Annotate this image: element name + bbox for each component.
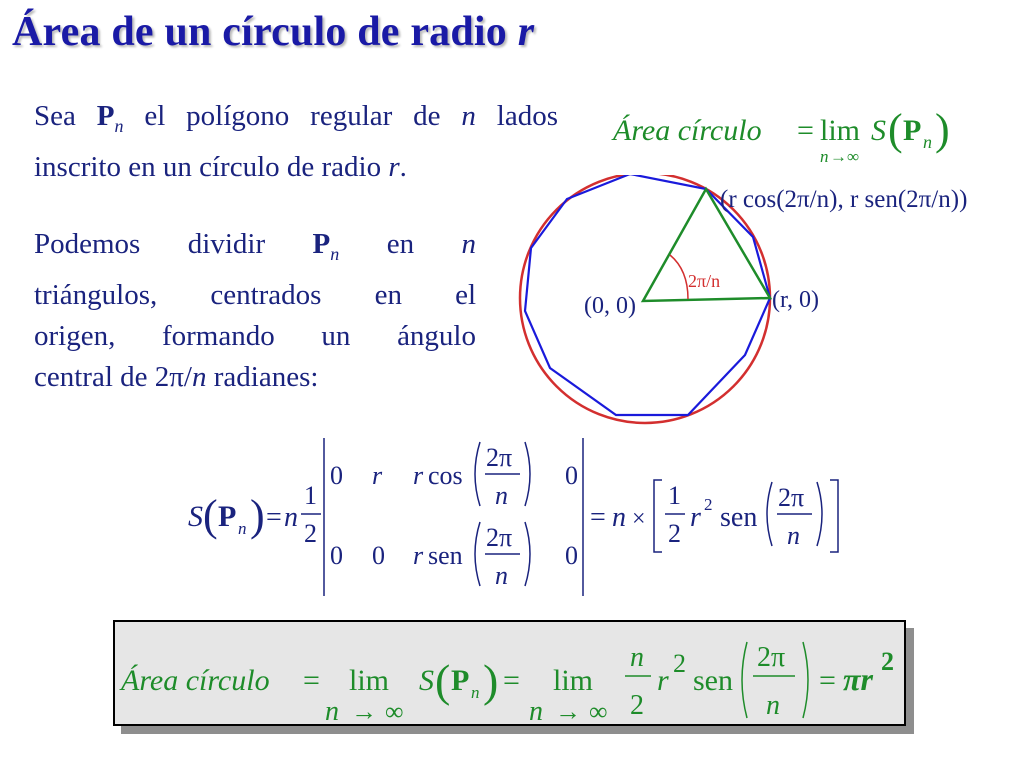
- svg-text:): ): [935, 105, 950, 154]
- svg-text:r: r: [657, 664, 669, 697]
- svg-text:=: =: [797, 114, 814, 147]
- svg-text:n: n: [766, 690, 780, 721]
- svg-text:2: 2: [668, 519, 681, 548]
- svg-text:P: P: [903, 114, 922, 147]
- svg-text:2π: 2π: [486, 523, 513, 552]
- point-r-label: (r, 0): [772, 287, 820, 313]
- svg-text:2π: 2π: [486, 443, 513, 472]
- svg-text:=: =: [819, 664, 836, 697]
- svg-text:=: =: [503, 664, 520, 697]
- svg-text:=: =: [590, 502, 606, 533]
- svg-text:S: S: [188, 500, 203, 533]
- svg-text:lim: lim: [553, 664, 594, 697]
- svg-text:lim: lim: [820, 114, 861, 147]
- svg-text:): ): [483, 655, 499, 706]
- svg-text:n: n: [787, 521, 800, 550]
- svg-text:→: →: [830, 147, 847, 166]
- slide-title: Área de un círculo de radio r: [12, 9, 535, 55]
- svg-text:r: r: [690, 502, 701, 533]
- svg-text:=: =: [266, 502, 282, 533]
- svg-text:0: 0: [372, 541, 385, 570]
- svg-text:×: ×: [632, 506, 646, 532]
- svg-text:n: n: [495, 561, 508, 590]
- svg-text:(: (: [435, 655, 451, 706]
- svg-text:=: =: [303, 664, 320, 697]
- svg-text:sen: sen: [720, 502, 758, 533]
- circle-diagram: [510, 175, 1020, 435]
- svg-text:r: r: [413, 541, 424, 570]
- svg-text:(: (: [888, 105, 903, 154]
- origin-label: (0, 0): [584, 293, 636, 319]
- svg-text:∞: ∞: [385, 697, 404, 726]
- svg-text:): ): [250, 491, 265, 540]
- svg-text:lim: lim: [349, 664, 390, 697]
- result-formula: [113, 620, 906, 726]
- svg-text:→: →: [351, 697, 377, 726]
- svg-text:1: 1: [668, 481, 681, 510]
- svg-text:n: n: [529, 696, 543, 726]
- division-paragraph: Podemos dividir $P_n$ en n triángulos, centrados en el origen, formando un ángulo central de 2π/n radianes:: [34, 228, 477, 393]
- svg-text:2: 2: [704, 495, 713, 514]
- point-top-label: (r cos(2π/n), r sen(2π/n)): [720, 186, 968, 213]
- svg-text:0: 0: [565, 461, 578, 490]
- svg-text:n: n: [495, 481, 508, 510]
- svg-text:2: 2: [881, 647, 894, 676]
- svg-text:S: S: [871, 114, 886, 147]
- svg-text:Área círculo: Área círculo: [121, 664, 270, 697]
- svg-text:n: n: [612, 502, 626, 533]
- svg-text:2: 2: [630, 690, 644, 721]
- svg-text:sen: sen: [693, 664, 733, 697]
- angle-arc: [670, 255, 688, 299]
- svg-text:r: r: [372, 461, 383, 490]
- svg-text:S: S: [419, 664, 434, 697]
- svg-text:n: n: [325, 696, 339, 726]
- svg-text:n: n: [923, 132, 932, 152]
- svg-text:r: r: [413, 461, 424, 490]
- svg-text:n: n: [238, 519, 247, 538]
- svg-text:n: n: [284, 502, 298, 533]
- svg-text:∞: ∞: [847, 147, 860, 166]
- svg-text:n: n: [630, 642, 644, 673]
- svg-text:P: P: [218, 500, 237, 533]
- svg-text:2: 2: [304, 519, 317, 548]
- svg-text:2π: 2π: [778, 483, 805, 512]
- svg-text:2π: 2π: [757, 642, 786, 673]
- limit-formula: [605, 100, 1005, 172]
- svg-text:(: (: [203, 491, 218, 540]
- svg-text:n: n: [820, 147, 829, 166]
- svg-text:0: 0: [565, 541, 578, 570]
- svg-text:→: →: [555, 697, 581, 726]
- svg-text:πr: πr: [843, 661, 873, 697]
- svg-text:2: 2: [673, 649, 686, 678]
- angle-label: 2π/n: [688, 271, 721, 291]
- svg-text:Área círculo: Área círculo: [613, 114, 762, 147]
- svg-text:1: 1: [304, 481, 317, 510]
- svg-text:∞: ∞: [589, 697, 608, 726]
- intro-paragraph: Sea $P_n$ el polígono regular de n lados inscrito en un círculo de radio r.: [34, 100, 559, 183]
- svg-text:sen: sen: [428, 541, 463, 570]
- svg-text:P: P: [451, 664, 470, 697]
- svg-text:0: 0: [330, 541, 343, 570]
- svg-text:0: 0: [330, 461, 343, 490]
- svg-text:cos: cos: [428, 461, 463, 490]
- svg-text:n: n: [471, 683, 480, 702]
- area-determinant-formula: [180, 432, 860, 604]
